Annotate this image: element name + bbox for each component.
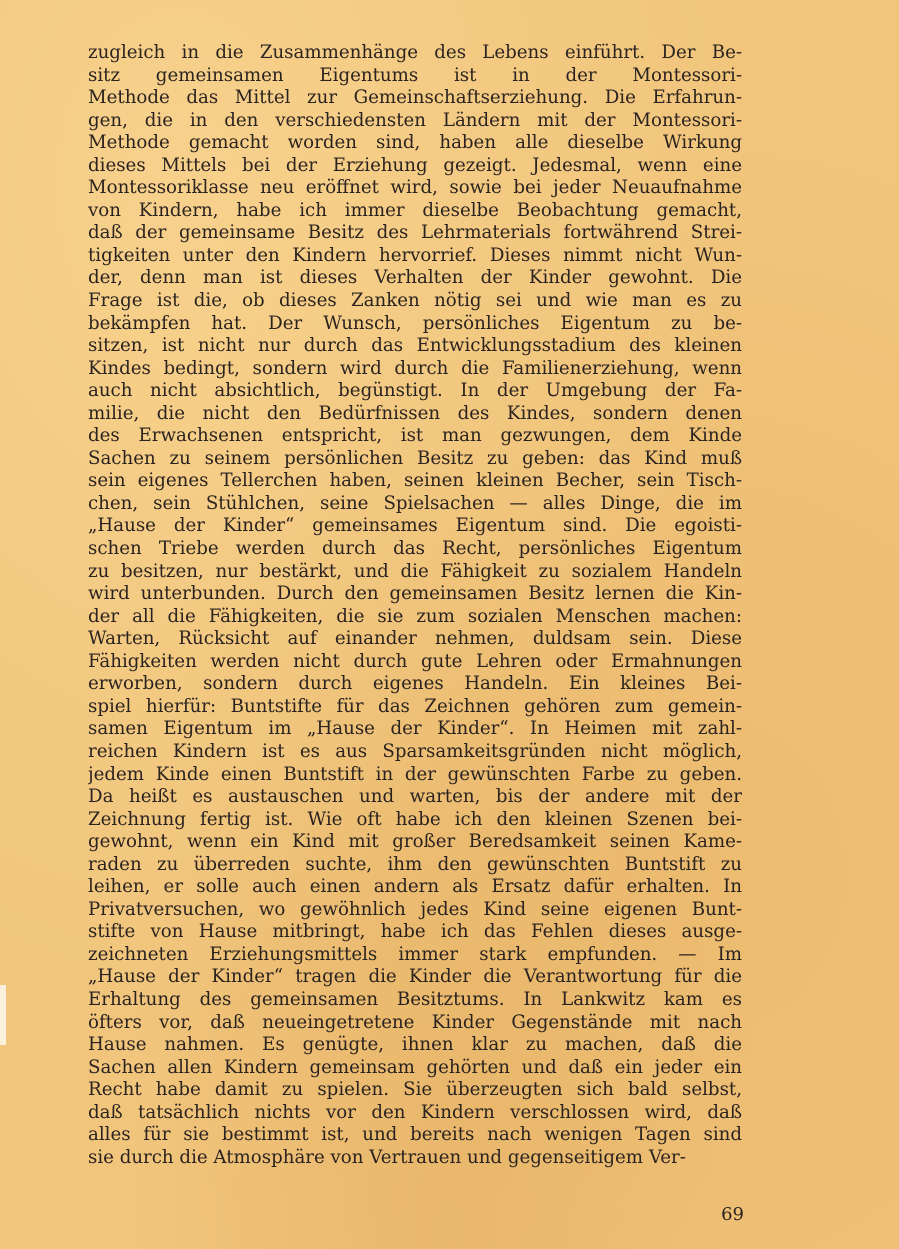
text-line: sein eigenes Tellerchen haben, seinen kleinen Becher, sein Tisch- [88, 470, 742, 492]
page-number: 69 [721, 1204, 744, 1225]
text-line: „Hause der Kinder“ tragen die Kinder die Verantwortung für die [88, 966, 742, 988]
text-line: zu besitzen, nur bestärkt, und die Fähigkeit zu sozialem Handeln [88, 560, 742, 582]
text-line: daß der gemeinsame Besitz des Lehrmaterials fortwährend Strei- [88, 222, 742, 244]
text-line: der all die Fähigkeiten, die sie zum sozialen Menschen machen: [88, 605, 742, 627]
text-line: Hause nahmen. Es genügte, ihnen klar zu machen, daß die [88, 1034, 742, 1056]
text-line: Sachen allen Kindern gemeinsam gehörten und daß ein jeder ein [88, 1056, 742, 1078]
text-line: sitz gemeinsamen Eigentums ist in der Montessori- [88, 64, 742, 86]
text-line: Privatversuchen, wo gewöhnlich jedes Kind seine eigenen Bunt- [88, 898, 742, 920]
text-line: wird unterbunden. Durch den gemeinsamen Besitz lernen die Kin- [88, 583, 742, 605]
torn-edge [0, 985, 6, 1045]
text-line: chen, sein Stühlchen, seine Spielsachen — alles Dinge, die im [88, 492, 742, 514]
text-line: Recht habe damit zu spielen. Sie überzeugten sich bald selbst, [88, 1079, 742, 1101]
text-line: öfters vor, daß neueingetretene Kinder Gegenstände mit nach [88, 1011, 742, 1033]
text-line: Frage ist die, ob dieses Zanken nötig sei und wie man es zu [88, 290, 742, 312]
text-line: milie, die nicht den Bedürfnissen des Kindes, sondern denen [88, 402, 742, 424]
text-line: bekämpfen hat. Der Wunsch, persönliches Eigentum zu be- [88, 312, 742, 334]
text-line: Methode gemacht worden sind, haben alle dieselbe Wirkung [88, 132, 742, 154]
text-line: gewohnt, wenn ein Kind mit großer Beredsamkeit seinen Kame- [88, 831, 742, 853]
text-line: schen Triebe werden durch das Recht, persönliches Eigentum [88, 538, 742, 560]
text-line: Kindes bedingt, sondern wird durch die Familienerziehung, wenn [88, 357, 742, 379]
text-line: der, denn man ist dieses Verhalten der Kinder gewohnt. Die [88, 267, 742, 289]
text-line: raden zu überreden suchte, ihm den gewünschten Buntstift zu [88, 853, 742, 875]
text-line: zeichneten Erziehungsmittels immer stark empfunden. — Im [88, 943, 742, 965]
text-line: Da heißt es austauschen und warten, bis der andere mit der [88, 786, 742, 808]
text-line: jedem Kinde einen Buntstift in der gewünschten Farbe zu geben. [88, 763, 742, 785]
text-line: spiel hierfür: Buntstifte für das Zeichnen gehören zum gemein- [88, 695, 742, 717]
text-line: daß tatsächlich nichts vor den Kindern verschlossen wird, daß [88, 1101, 742, 1123]
text-line: des Erwachsenen entspricht, ist man gezwungen, dem Kinde [88, 425, 742, 447]
text-line: Fähigkeiten werden nicht durch gute Lehren oder Ermahnungen [88, 650, 742, 672]
text-line: sitzen, ist nicht nur durch das Entwicklungsstadium des kleinen [88, 335, 742, 357]
body-text [88, 42, 742, 1169]
text-line: samen Eigentum im „Hause der Kinder“. In Heimen mit zahl- [88, 718, 742, 740]
text-line: dieses Mittels bei der Erziehung gezeigt. Jedesmal, wenn eine [88, 154, 742, 176]
text-line: gen, die in den verschiedensten Ländern mit der Montessori- [88, 109, 742, 131]
text-line: zugleich in die Zusammenhänge des Lebens einführt. Der Be- [88, 42, 742, 63]
text-line: Methode das Mittel zur Gemeinschaftserziehung. Die Erfahrun- [88, 87, 742, 109]
text-line: erworben, sondern durch eigenes Handeln. Ein kleines Bei- [88, 673, 742, 695]
text-line: stifte von Hause mitbringt, habe ich das Fehlen dieses ausge- [88, 921, 742, 943]
text-line: Warten, Rücksicht auf einander nehmen, duldsam sein. Diese [88, 628, 742, 650]
text-line: Sachen zu seinem persönlichen Besitz zu geben: das Kind muß [88, 447, 742, 469]
text-line: auch nicht absichtlich, begünstigt. In der Umgebung der Fa- [88, 380, 742, 402]
text-line: sie durch die Atmosphäre von Vertrauen und gegenseitigem Ver- [88, 1146, 686, 1168]
text-line: tigkeiten unter den Kindern hervorrief. Dieses nimmt nicht Wun- [88, 244, 742, 266]
text-line: „Hause der Kinder“ gemeinsames Eigentum sind. Die egoisti- [88, 515, 742, 537]
text-line: von Kindern, habe ich immer dieselbe Beobachtung gemacht, [88, 199, 742, 221]
text-line: leihen, er solle auch einen andern als Ersatz dafür erhalten. In [88, 876, 742, 898]
text-line: Zeichnung fertig ist. Wie oft habe ich den kleinen Szenen bei- [88, 808, 742, 830]
text-line: Montessoriklasse neu eröffnet wird, sowie bei jeder Neuaufnahme [88, 177, 742, 199]
text-line: reichen Kindern ist es aus Sparsamkeitsgründen nicht möglich, [88, 740, 742, 762]
text-line: Erhaltung des gemeinsamen Besitztums. In Lankwitz kam es [88, 988, 742, 1010]
text-line: alles für sie bestimmt ist, und bereits nach wenigen Tagen sind [88, 1124, 742, 1146]
